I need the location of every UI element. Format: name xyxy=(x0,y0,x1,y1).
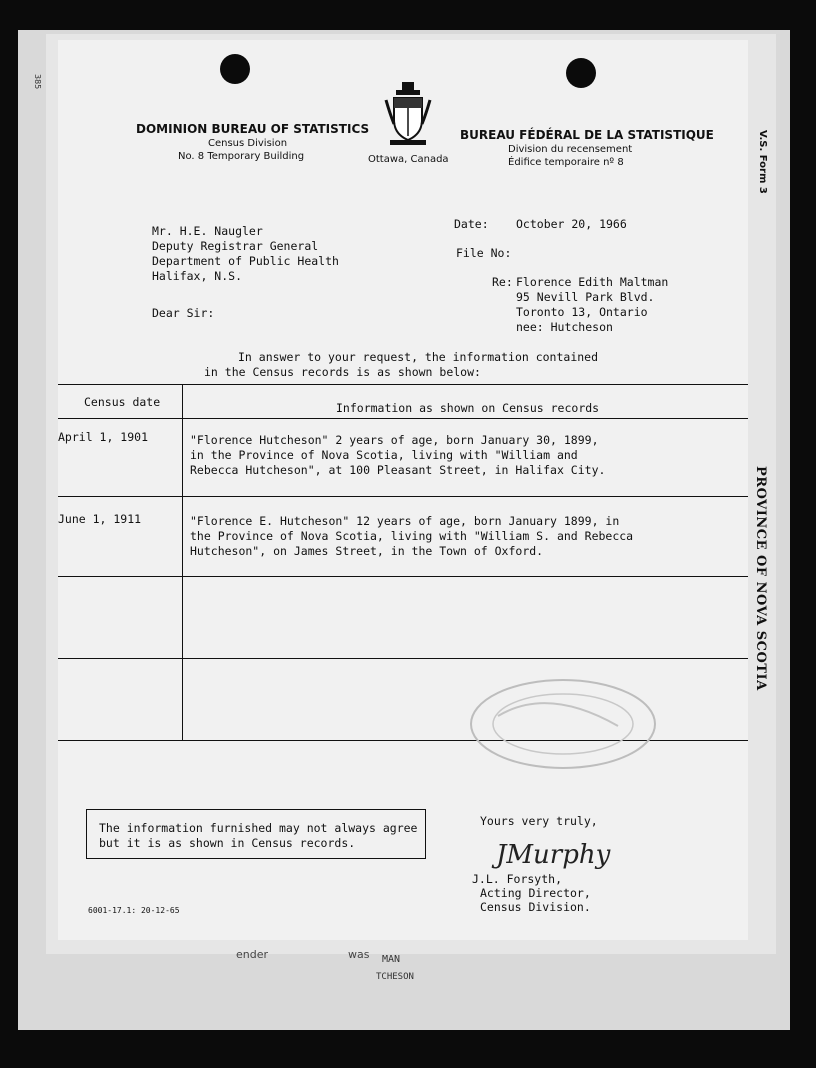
row-info-line: "Florence E. Hutcheson" 12 years of age, born January 1899, in xyxy=(190,514,620,528)
disclaimer-line-1: The information furnished may not always agree xyxy=(99,821,418,835)
header-right-sub2: Édifice temporaire nº 8 xyxy=(508,157,624,168)
salutation: Dear Sir: xyxy=(152,306,215,320)
letter-page xyxy=(58,40,748,940)
signatory-title-2: Census Division. xyxy=(480,900,591,914)
disclaimer-box xyxy=(86,809,426,859)
row-info-line: Hutcheson", on James Street, in the Town of Oxford. xyxy=(190,544,544,558)
underlying-handwriting-1: MAN xyxy=(382,954,401,965)
punch-hole-left xyxy=(220,54,250,84)
signatory-title-1: Acting Director, xyxy=(480,886,591,900)
recipient-line-3: Department of Public Health xyxy=(152,254,339,268)
date-value: October 20, 1966 xyxy=(516,217,627,231)
header-city: Ottawa, Canada xyxy=(368,154,449,165)
header-left-sub2: No. 8 Temporary Building xyxy=(178,151,305,162)
valediction: Yours very truly, xyxy=(480,814,598,828)
recipient-line-1: Mr. H.E. Naugler xyxy=(152,224,263,238)
row-info-line: Rebecca Hutcheson", at 100 Pleasant Street, in Halifax City. xyxy=(190,463,606,477)
header-left-title: DOMINION BUREAU OF STATISTICS xyxy=(136,122,370,136)
underlying-handwriting-2: TCHESON xyxy=(376,972,414,982)
province-label: PROVINCE OF NOVA SCOTIA xyxy=(753,466,768,691)
date-label: Date: xyxy=(454,217,489,231)
table-header-info: Information as shown on Census records xyxy=(336,401,600,415)
page-number: 385 xyxy=(33,74,42,90)
header-left-sub1: Census Division xyxy=(208,138,288,149)
recipient-line-2: Deputy Registrar General xyxy=(152,239,319,253)
underlying-column-label-1: ender xyxy=(236,948,269,961)
row-info-line: in the Province of Nova Scotia, living with "William and xyxy=(190,448,578,462)
table-header-date: Census date xyxy=(84,395,161,409)
signature: JMurphy xyxy=(496,840,611,870)
punch-hole-right xyxy=(566,58,596,88)
recipient-line-4: Halifax, N.S. xyxy=(152,269,243,283)
re-line-4: nee: Hutcheson xyxy=(516,320,613,334)
faint-stamp-icon xyxy=(458,666,668,786)
re-line-2: 95 Nevill Park Blvd. xyxy=(516,290,655,304)
re-line-3: Toronto 13, Ontario xyxy=(516,305,648,319)
disclaimer-line-2: but it is as shown in Census records. xyxy=(99,836,356,850)
row-date: June 1, 1911 xyxy=(58,512,142,526)
re-line-1: Florence Edith Maltman xyxy=(516,275,669,289)
row-date: April 1, 1901 xyxy=(58,430,149,444)
file-label: File No: xyxy=(456,246,512,260)
row-info-line: "Florence Hutcheson" 2 years of age, born January 30, 1899, xyxy=(190,433,599,447)
header-right-title: BUREAU FÉDÉRAL DE LA STATISTIQUE xyxy=(460,128,714,142)
form-label: V.S. Form 3 xyxy=(757,130,768,194)
re-label: Re: xyxy=(492,275,513,289)
header-right-sub1: Division du recensement xyxy=(508,144,633,155)
row-info-line: the Province of Nova Scotia, living with "William S. and Rebecca xyxy=(190,529,634,543)
form-number: 6001-17.1: 20-12-65 xyxy=(88,906,180,915)
underlying-column-label-2: was xyxy=(348,948,370,961)
intro-line-2: in the Census records is as shown below: xyxy=(204,365,481,379)
signatory-name: J.L. Forsyth, xyxy=(472,872,563,886)
coat-of-arms-icon xyxy=(384,80,432,148)
intro-line-1: In answer to your request, the information contained xyxy=(238,350,599,364)
